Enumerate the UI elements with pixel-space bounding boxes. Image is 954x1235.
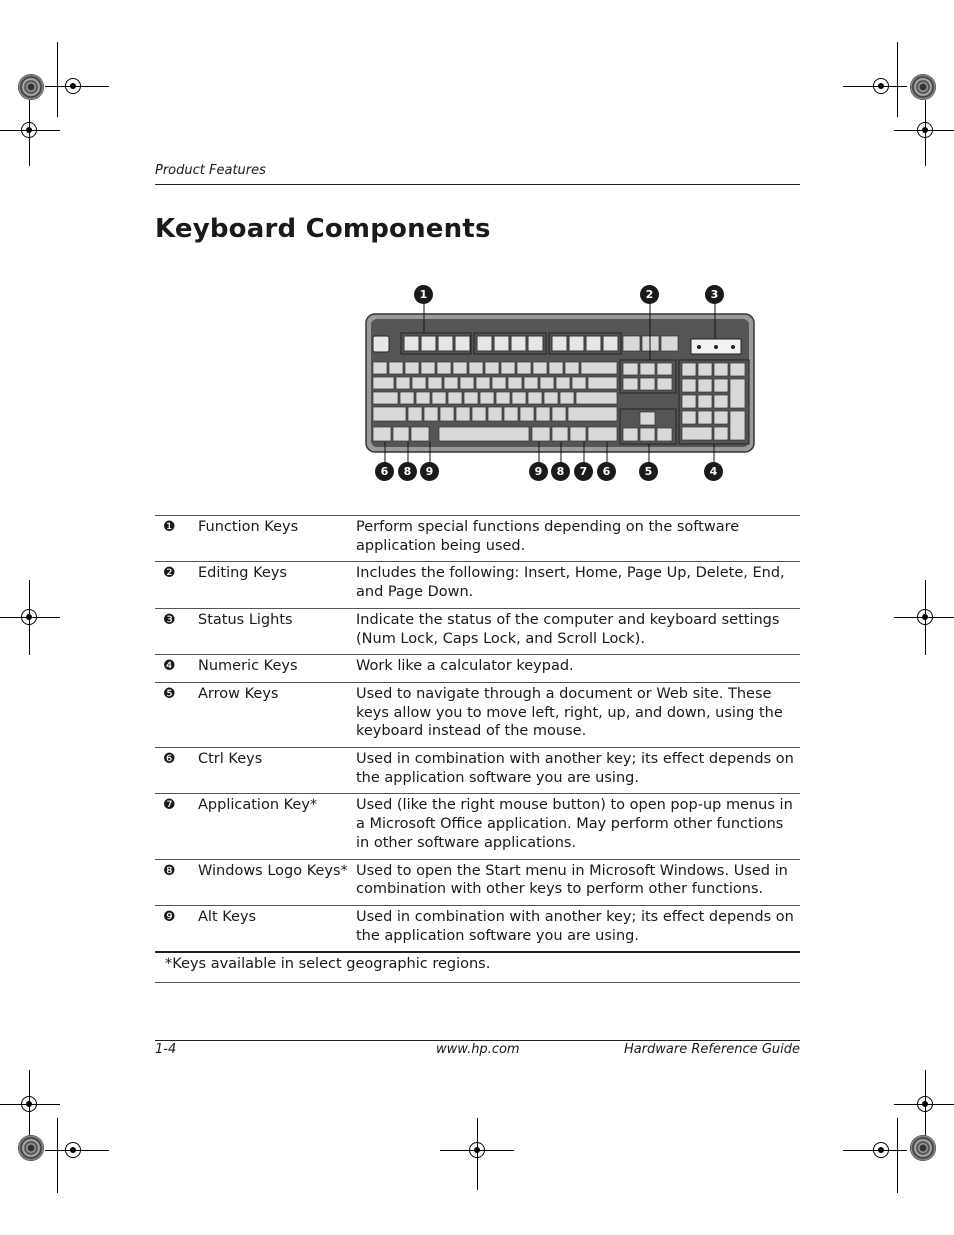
callout-marker: 2 (640, 285, 659, 304)
callout-marker: 8 (398, 462, 417, 481)
component-name: Editing Keys (198, 565, 287, 582)
component-name: Numeric Keys (198, 658, 298, 675)
callout-marker: 6 (375, 462, 394, 481)
header-rule (155, 184, 800, 185)
component-description: Used in combination with another key; its effect depends on the application software you are using. (356, 908, 794, 944)
component-description: Used to navigate through a document or Web site. These keys allow you to move left, right, up, and down, using the keyboard instead of the mouse. (356, 685, 783, 740)
item-number: ❾ (163, 908, 176, 925)
component-description: Used (like the right mouse button) to open pop-up menus in a Microsoft Office application. May perform other functions in other software applications. (356, 797, 793, 851)
callout-marker: 6 (597, 462, 616, 481)
item-number: ❼ (163, 797, 176, 814)
item-number: ❷ (163, 565, 176, 582)
table-row (155, 682, 800, 747)
page-title: Keyboard Components (155, 214, 491, 244)
keyboard-figure (362, 282, 760, 487)
callout-marker: 8 (551, 462, 570, 481)
table-footnote-row (155, 952, 800, 982)
item-number: ❺ (163, 685, 176, 702)
footer-url: www.hp.com (436, 1042, 520, 1057)
component-name: Application Key* (198, 797, 318, 814)
callout-marker: 9 (529, 462, 548, 481)
item-number: ❸ (163, 611, 176, 628)
callout-marker: 3 (705, 285, 724, 304)
footer-guide-title: Hardware Reference Guide (623, 1042, 800, 1057)
callout-marker: 5 (639, 462, 658, 481)
component-description: Indicate the status of the computer and keyboard settings (Num Lock, Caps Lock, and Scroll Lock). (356, 611, 780, 647)
component-name: Status Lights (198, 611, 293, 628)
component-description: Work like a calculator keypad. (356, 658, 574, 675)
table-row (155, 516, 800, 562)
table-row (155, 748, 800, 794)
callout-marker: 9 (420, 462, 439, 481)
keyboard-illustration (362, 282, 760, 487)
page-number: 1-4 (155, 1042, 177, 1057)
component-name: Ctrl Keys (198, 751, 263, 768)
table-row (155, 794, 800, 859)
table-row (155, 608, 800, 654)
keyboard-components-table (155, 515, 800, 983)
table-row (155, 905, 800, 952)
callout-marker: 7 (574, 462, 593, 481)
table-row (155, 859, 800, 905)
component-description: Used to open the Start menu in Microsoft Windows. Used in combination with other keys to perform other functions. (356, 862, 788, 898)
item-number: ❹ (163, 658, 176, 675)
table-footnote: *Keys available in select geographic regions. (165, 956, 491, 973)
table-row (155, 655, 800, 683)
footer-rule (155, 1040, 800, 1041)
component-description: Perform special functions depending on the software application being used. (356, 519, 740, 554)
item-number: ❽ (163, 862, 176, 879)
item-number: ❻ (163, 751, 176, 768)
component-description: Includes the following: Insert, Home, Page Up, Delete, End, and Page Down. (356, 565, 785, 601)
item-number: ❶ (163, 519, 176, 535)
component-name: Alt Keys (198, 908, 257, 925)
component-description: Used in combination with another key; its effect depends on the application software you are using. (356, 751, 794, 786)
table-row (155, 562, 800, 608)
callout-marker: 4 (704, 462, 723, 481)
component-name: Function Keys (198, 519, 299, 535)
component-name: Windows Logo Keys* (198, 862, 348, 879)
callout-marker: 1 (414, 285, 433, 304)
running-header: Product Features (155, 163, 266, 178)
component-name: Arrow Keys (198, 685, 279, 702)
